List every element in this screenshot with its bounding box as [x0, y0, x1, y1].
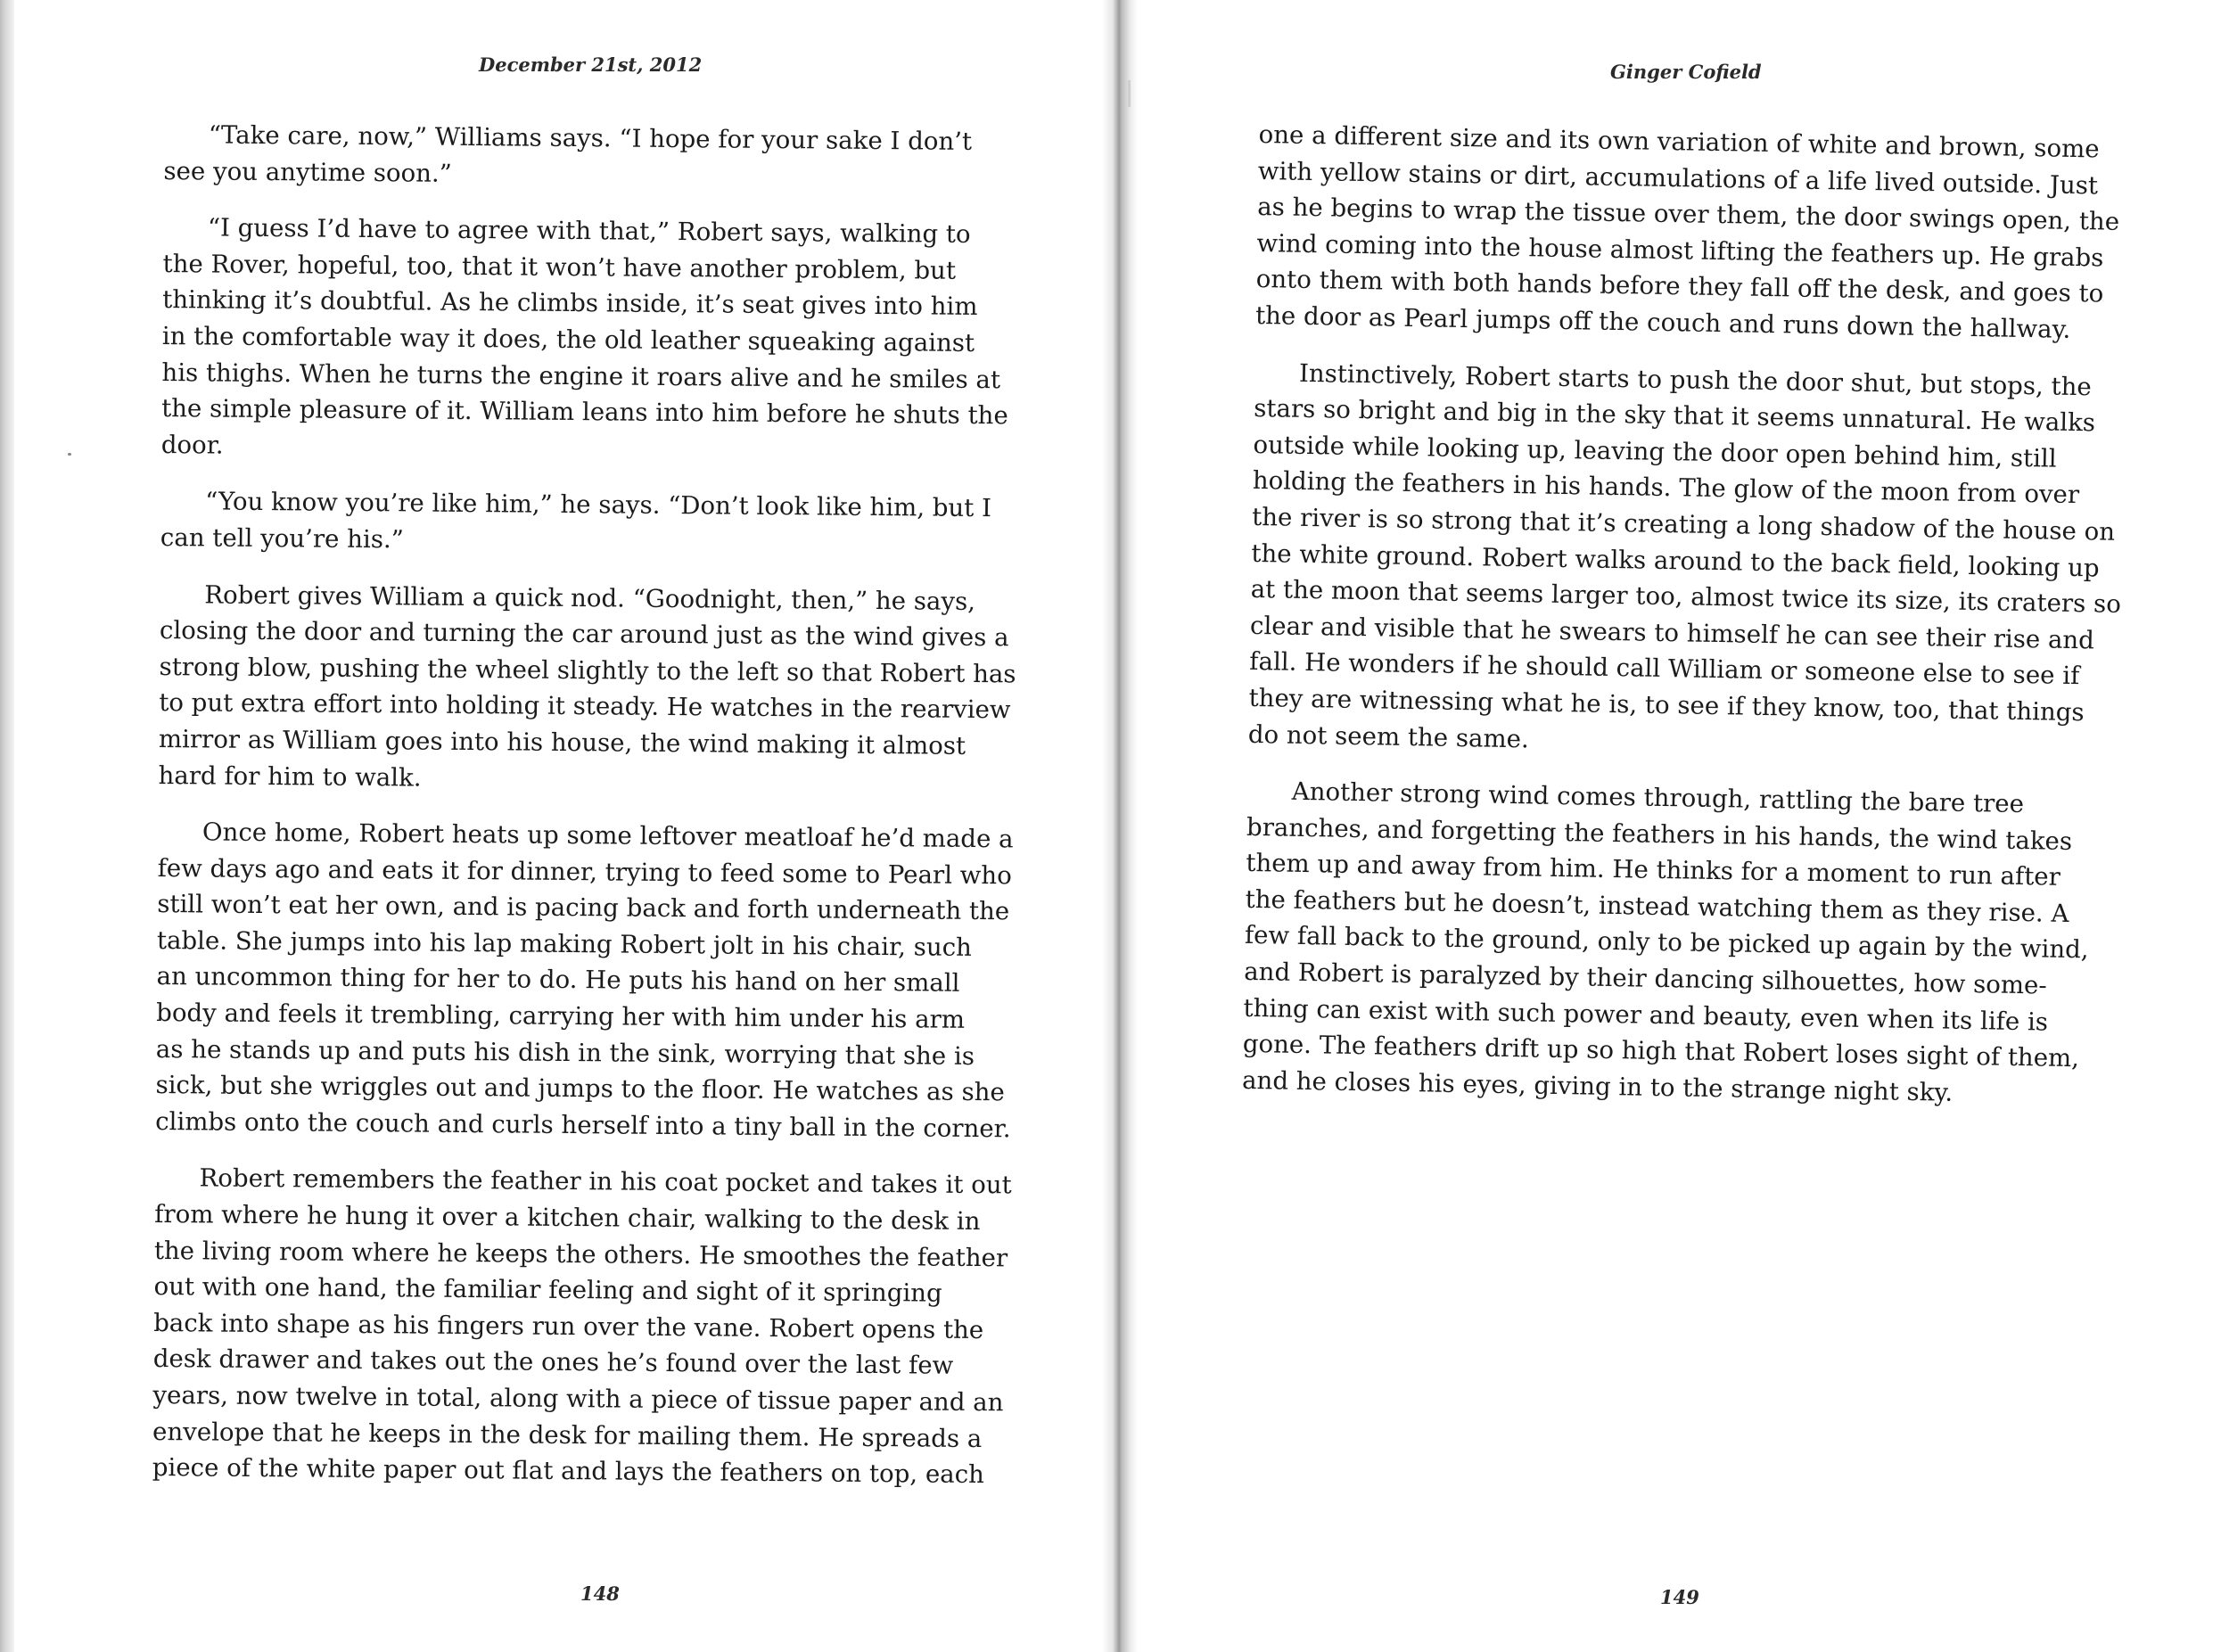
text-line: as he begins to wrap the tissue over them, the door swings open, the [1256, 192, 2120, 237]
gutter-mark [1128, 80, 1131, 107]
text-line: the Rover, hopeful, too, that it won’t have another problem, but [162, 248, 957, 285]
text-line: “Take care, now,” Williams says. “I hope for your sake I don’t [208, 119, 973, 156]
text-line: “You know you’re like him,” he says. “Don’t look like him, but I [205, 486, 992, 523]
text-line: table. She jumps into his lap making Robert jolt in his chair, such [156, 925, 973, 962]
paragraph [161, 210, 1019, 471]
text-line: from where he hung it over a kitchen chair, walking to the desk in [154, 1198, 981, 1237]
text-line: the feathers but he doesn’t, instead watching them as they rise. A [1245, 884, 2069, 928]
left-page [0, 0, 1102, 1652]
text-line: them up and away from him. He thinks for a moment to run after [1246, 848, 2061, 892]
text-line: his thighs. When he turns the engine it roars alive and he smiles at [161, 357, 1001, 394]
text-line: Another strong wind comes through, rattling the bare tree [1291, 776, 2025, 819]
text-line: few days ago and eats it for dinner, trying to feed some to Pearl who [157, 852, 1012, 891]
book-gutter [1102, 0, 1138, 1652]
text-line: strong blow, pushing the wheel slightly to the left so that Robert has [159, 651, 1016, 689]
text-line: outside while looking up, leaving the door open behind him, still [1253, 429, 2057, 473]
text-line: desk drawer and takes out the ones he’s found over the last few [152, 1344, 954, 1381]
text-line: thinking it’s doubtful. As he climbs inside, it’s seat gives into him [162, 284, 978, 322]
text-line: the simple pleasure of it. William leans into him before he shuts the [161, 393, 1008, 431]
text-line: clear and visible that he swears to himself he can see their rise and [1249, 610, 2095, 655]
paragraph [158, 577, 1016, 801]
text-line: back into shape as his fingers run over the vane. Robert opens the [153, 1307, 984, 1344]
body-text-right [1241, 117, 2122, 1134]
text-line: the river is so strong that it’s creating a long shadow of the house on [1251, 501, 2116, 547]
text-line: Robert remembers the feather in his coat pocket and takes it out [199, 1163, 1012, 1200]
text-line: few fall back to the ground, only to be picked up again by the wind, [1244, 920, 2089, 965]
text-line: wind coming into the house almost lifting the feathers up. He grabs [1256, 227, 2104, 273]
text-line: gone. The feathers drift up so high that Robert loses sight of them, [1242, 1029, 2080, 1073]
text-line: and he closes his eyes, giving in to the strange night sky. [1241, 1064, 1953, 1107]
text-line: fall. He wonders if he should call William or someone else to see if [1249, 646, 2080, 691]
text-line: envelope that he keeps in the desk for mailing them. He spreads a [152, 1416, 983, 1453]
text-line: to put extra effort into holding it steady. He watches in the rearview [159, 687, 1011, 725]
paragraph [155, 814, 1014, 1147]
text-line: years, now twelve in total, along with a piece of tissue paper and an [152, 1379, 1004, 1418]
text-line: one a different size and its own variation of white and brown, some [1258, 119, 2100, 164]
text-line: mirror as William goes into his house, the wind making it almost [158, 723, 966, 760]
text-line: door. [160, 429, 224, 460]
text-line: Instinctively, Robert starts to push the door shut, but stops, the [1298, 358, 2093, 401]
text-line: an uncommon thing for her to do. He puts his hand on her small [156, 961, 960, 999]
text-line: body and feels it trembling, carrying her with him under his arm [156, 998, 966, 1034]
body-text-left [152, 117, 1020, 1514]
text-line: sick, but she wriggles out and jumps to the floor. He watches as she [155, 1070, 1005, 1107]
text-line: they are witnessing what he is, to see if they know, too, that things [1248, 682, 2085, 727]
text-line: Once home, Robert heats up some leftover meatloaf he’d made a [202, 817, 1014, 854]
text-line: as he stands up and puts his dish in the sink, worrying that she is [155, 1033, 975, 1071]
text-line: with yellow stains or dirt, accumulations of a life lived outside. Just [1257, 155, 2099, 201]
running-head-right: Ginger Cofield [1610, 61, 1762, 83]
paragraph [1242, 773, 2093, 1114]
text-line: stars so bright and big in the sky that it seems unnatural. He walks [1254, 393, 2096, 438]
text-line: hard for him to walk. [158, 760, 422, 793]
text-line: the living room where he keeps the others. He smoothes the feather [153, 1235, 1008, 1272]
text-line: can tell you’re his.” [160, 522, 404, 555]
text-line: see you anytime soon.” [163, 155, 452, 188]
text-line: piece of the white paper out flat and lays the feathers on top, each [152, 1452, 985, 1490]
text-line: Robert gives William a quick nod. “Goodnight, then,” he says, [204, 579, 976, 616]
text-line: at the moon that seems larger too, almost twice its size, its craters so [1250, 574, 2122, 620]
text-line: in the comfortable way it does, the old leather squeaking against [161, 320, 975, 358]
page-number-right: 149 [1660, 1586, 1699, 1608]
text-line: onto them with both hands before they fall off the desk, and goes to [1255, 264, 2104, 308]
paragraph [160, 483, 1017, 563]
paragraph [1254, 117, 2120, 349]
running-head-left: December 21st, 2012 [479, 53, 703, 76]
text-line: out with one hand, the familiar feeling and sight of it springing [153, 1271, 942, 1308]
text-line: “I guess I’d have to agree with that,” Robert says, walking to [207, 212, 971, 250]
text-line: still won’t eat her own, and is pacing back and forth underneath the [157, 889, 1010, 926]
text-line: holding the feathers in his hands. The glow of the moon from over [1252, 465, 2080, 510]
paragraph [1247, 355, 2122, 768]
text-line: branches, and forgetting the feathers in his hands, the wind takes [1246, 811, 2073, 856]
text-line: thing can exist with such power and beauty, even when its life is [1243, 992, 2049, 1037]
paragraph [152, 1160, 1011, 1493]
text-line: climbs onto the couch and curls herself into a tiny ball in the corner. [155, 1105, 1011, 1144]
text-line: and Robert is paralyzed by their dancing silhouettes, how some- [1243, 956, 2047, 1000]
page-number-left: 148 [580, 1582, 620, 1605]
text-line: do not seem the same. [1247, 719, 1530, 753]
right-page [1138, 0, 2229, 1652]
text-line: the door as Pearl jumps off the couch and runs down the hallway. [1254, 300, 2071, 344]
text-line: the white ground. Robert walks around to the back field, looking up [1251, 538, 2100, 583]
text-line: closing the door and turning the car around just as the wind gives a [159, 615, 1009, 653]
paragraph [163, 117, 1020, 197]
